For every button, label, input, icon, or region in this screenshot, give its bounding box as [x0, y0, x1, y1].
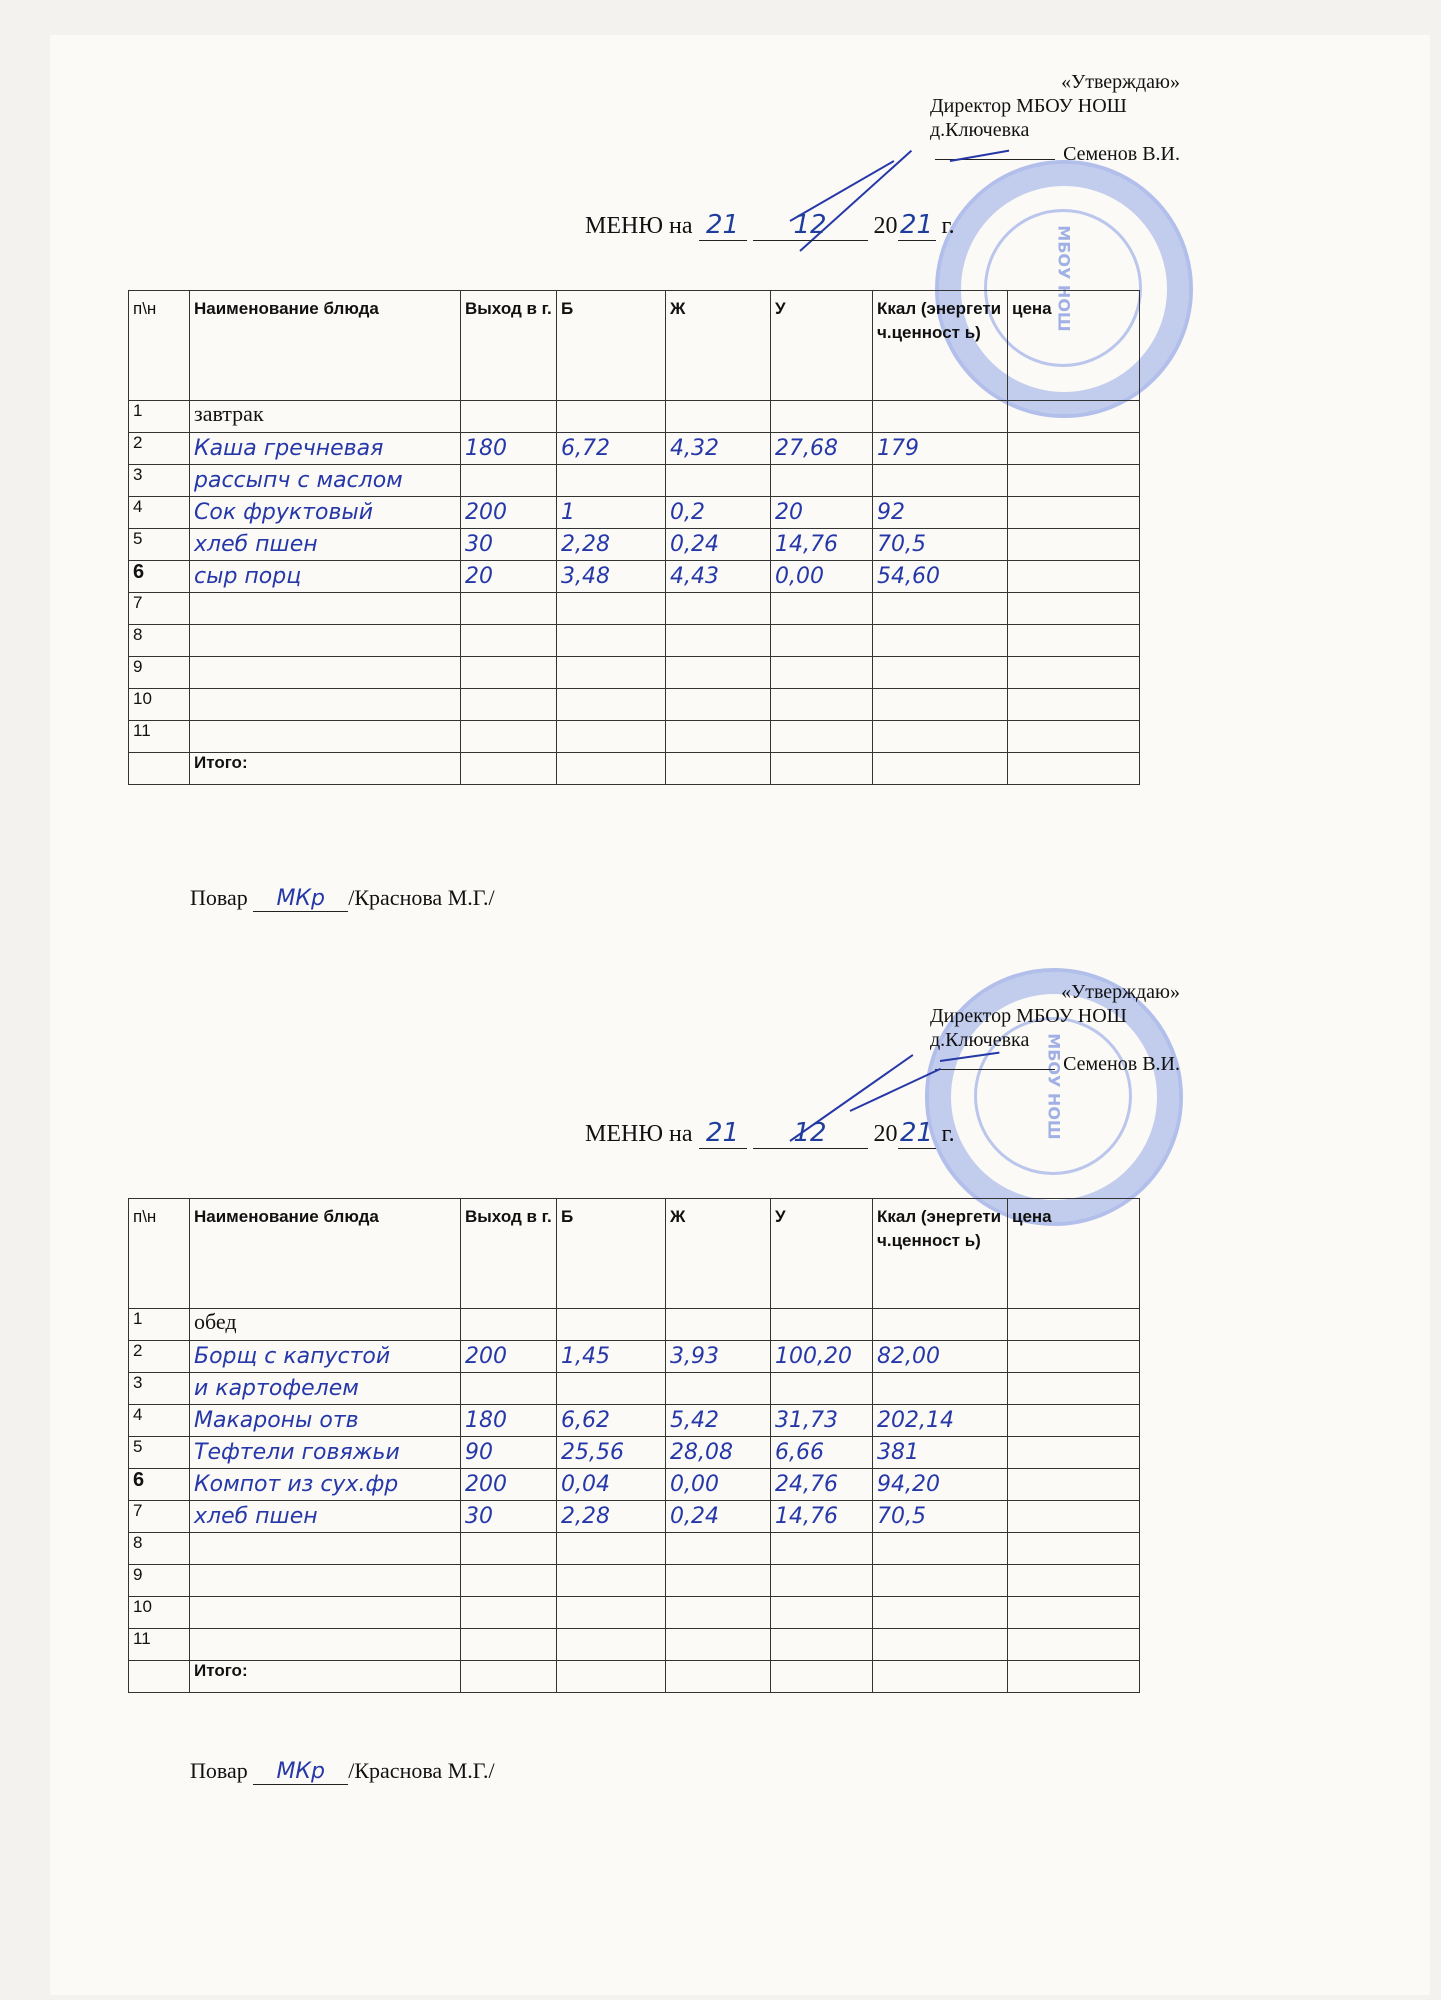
row-number: 7: [129, 593, 190, 625]
table-row: [129, 1437, 1140, 1469]
header-num: п\н: [129, 1199, 190, 1309]
dish-name: Макароны отв: [190, 1405, 461, 1437]
dish-name: Сок фруктовый: [190, 497, 461, 529]
dish-kcal: 54,60: [873, 561, 1008, 593]
row-number: 9: [129, 657, 190, 689]
approval-title: «Утверждаю»: [1061, 71, 1180, 93]
dish-fat: [666, 657, 771, 689]
dish-carbs: [771, 1565, 873, 1597]
dish-carbs: 31,73: [771, 1405, 873, 1437]
section-row: [129, 1309, 1140, 1341]
totals-label: Итого:: [190, 753, 461, 785]
table-cell: [461, 1661, 557, 1693]
dish-protein: 0,04: [557, 1469, 666, 1501]
cook-signature: МКр: [253, 886, 348, 912]
dish-kcal: [873, 1565, 1008, 1597]
dish-protein: 2,28: [557, 1501, 666, 1533]
dish-kcal: [873, 625, 1008, 657]
dish-kcal: 381: [873, 1437, 1008, 1469]
row-number: 5: [129, 529, 190, 561]
dish-carbs: [771, 625, 873, 657]
stamp-text: МБОУ НОШ: [1054, 225, 1074, 332]
dish-price: [1008, 1437, 1140, 1469]
dish-kcal: [873, 1597, 1008, 1629]
dish-protein: 1,45: [557, 1341, 666, 1373]
header-fat: Ж: [666, 291, 771, 401]
dish-fat: [666, 1597, 771, 1629]
dish-kcal: 70,5: [873, 1501, 1008, 1533]
table-row: [129, 433, 1140, 465]
dish-name: рассыпч с маслом: [190, 465, 461, 497]
dish-name: Борщ с капустой: [190, 1341, 461, 1373]
totals-row: [129, 1661, 1140, 1693]
dish-kcal: 94,20: [873, 1469, 1008, 1501]
cook-label: Повар: [190, 885, 248, 910]
dish-price: [1008, 1501, 1140, 1533]
dish-kcal: [873, 657, 1008, 689]
table-body: [129, 1309, 1140, 1661]
dish-kcal: [873, 465, 1008, 497]
approval-title: «Утверждаю»: [1061, 981, 1180, 1003]
dish-yield: 200: [461, 1341, 557, 1373]
dish-name: [190, 593, 461, 625]
table-row: [129, 465, 1140, 497]
approval-position: Директор МБОУ НОШ: [930, 95, 1127, 117]
dish-kcal: 92: [873, 497, 1008, 529]
dish-kcal: [873, 1373, 1008, 1405]
dish-price: [1008, 1533, 1140, 1565]
header-price: цена: [1008, 1199, 1140, 1309]
header-kcal: Ккал (энергети ч.ценност ь): [873, 291, 1008, 401]
table-row: [129, 529, 1140, 561]
approval-director-name: Семенов В.И.: [1063, 1053, 1180, 1075]
table-cell: [873, 1661, 1008, 1693]
menu-title-prefix: МЕНЮ на: [585, 1121, 693, 1147]
menu-table-breakfast: [128, 290, 1140, 785]
table-cell: [666, 1661, 771, 1693]
dish-price: [1008, 1405, 1140, 1437]
dish-yield: [461, 1597, 557, 1629]
menu-year: 21: [898, 210, 936, 241]
table-row: [129, 497, 1140, 529]
row-number: 3: [129, 465, 190, 497]
dish-name: Тефтели говяжьи: [190, 1437, 461, 1469]
dish-name: [190, 1565, 461, 1597]
dish-protein: [557, 1597, 666, 1629]
header-protein: Б: [557, 1199, 666, 1309]
menu-year: 21: [898, 1118, 936, 1149]
cook-signature-line-1: [190, 885, 495, 912]
dish-fat: 4,43: [666, 561, 771, 593]
dish-fat: [666, 1373, 771, 1405]
table-cell: [771, 401, 873, 433]
row-number: 7: [129, 1501, 190, 1533]
dish-kcal: 202,14: [873, 1405, 1008, 1437]
dish-name: [190, 721, 461, 753]
dish-yield: [461, 593, 557, 625]
row-number: 4: [129, 1405, 190, 1437]
dish-protein: [557, 625, 666, 657]
dish-name: [190, 1629, 461, 1661]
dish-name: и картофелем: [190, 1373, 461, 1405]
table-row: [129, 1533, 1140, 1565]
section-row: [129, 401, 1140, 433]
dish-price: [1008, 529, 1140, 561]
dish-protein: 1: [557, 497, 666, 529]
dish-name: хлеб пшен: [190, 529, 461, 561]
dish-carbs: [771, 593, 873, 625]
row-number: 10: [129, 1597, 190, 1629]
approval-director-name: Семенов В.И.: [1063, 143, 1180, 165]
approval-block: [930, 980, 1180, 1076]
dish-fat: [666, 625, 771, 657]
dish-kcal: 70,5: [873, 529, 1008, 561]
dish-yield: 180: [461, 1405, 557, 1437]
dish-price: [1008, 465, 1140, 497]
dish-price: [1008, 1597, 1140, 1629]
dish-yield: 30: [461, 1501, 557, 1533]
dish-price: [1008, 1373, 1140, 1405]
approval-block: [930, 70, 1180, 166]
dish-protein: [557, 1533, 666, 1565]
dish-carbs: 6,66: [771, 1437, 873, 1469]
dish-name: [190, 1533, 461, 1565]
dish-kcal: [873, 721, 1008, 753]
header-name: Наименование блюда: [190, 1199, 461, 1309]
header-yield: Выход в г.: [461, 291, 557, 401]
section-label: завтрак: [190, 401, 461, 433]
dish-price: [1008, 721, 1140, 753]
row-number: 8: [129, 1533, 190, 1565]
header-yield: Выход в г.: [461, 1199, 557, 1309]
table-cell: [461, 753, 557, 785]
dish-kcal: 179: [873, 433, 1008, 465]
table-cell: [771, 1309, 873, 1341]
row-number: 11: [129, 721, 190, 753]
dish-fat: [666, 721, 771, 753]
approval-village: д.Ключевка: [930, 119, 1030, 141]
table-cell: [771, 1661, 873, 1693]
dish-carbs: [771, 465, 873, 497]
table-cell: [461, 401, 557, 433]
menu-day: 21: [699, 1118, 747, 1149]
director-signature-line: [935, 1069, 1055, 1070]
dish-name: [190, 689, 461, 721]
dish-carbs: [771, 657, 873, 689]
dish-yield: [461, 465, 557, 497]
header-carbs: У: [771, 291, 873, 401]
dish-yield: 20: [461, 561, 557, 593]
cook-name: /Краснова М.Г./: [348, 1758, 495, 1783]
dish-price: [1008, 657, 1140, 689]
dish-yield: [461, 1533, 557, 1565]
dish-yield: 90: [461, 1437, 557, 1469]
menu-month: 12: [753, 1118, 868, 1149]
cook-label: Повар: [190, 1758, 248, 1783]
dish-kcal: [873, 1533, 1008, 1565]
cook-signature: МКр: [253, 1759, 348, 1785]
dish-price: [1008, 1629, 1140, 1661]
dish-yield: 200: [461, 497, 557, 529]
dish-fat: [666, 1533, 771, 1565]
dish-protein: [557, 1565, 666, 1597]
table-cell: [1008, 753, 1140, 785]
dish-price: [1008, 1341, 1140, 1373]
dish-yield: [461, 689, 557, 721]
table-row: [129, 1341, 1140, 1373]
dish-yield: [461, 1565, 557, 1597]
dish-carbs: 14,76: [771, 529, 873, 561]
table-cell: [557, 753, 666, 785]
header-name: Наименование блюда: [190, 291, 461, 401]
dish-yield: 30: [461, 529, 557, 561]
dish-protein: [557, 689, 666, 721]
dish-fat: 4,32: [666, 433, 771, 465]
row-number: 2: [129, 1341, 190, 1373]
dish-fat: 3,93: [666, 1341, 771, 1373]
menu-year-suffix: г.: [941, 1121, 955, 1147]
table-cell: [666, 753, 771, 785]
dish-kcal: 82,00: [873, 1341, 1008, 1373]
menu-month: 12: [753, 210, 868, 241]
dish-yield: [461, 1373, 557, 1405]
approval-village: д.Ключевка: [930, 1029, 1030, 1051]
table-cell: [1008, 1661, 1140, 1693]
row-number: 2: [129, 433, 190, 465]
dish-fat: [666, 689, 771, 721]
dish-price: [1008, 625, 1140, 657]
table-row: [129, 593, 1140, 625]
approval-position: Директор МБОУ НОШ: [930, 1005, 1127, 1027]
menu-title-1: [585, 210, 955, 241]
dish-carbs: [771, 689, 873, 721]
totals-row: [129, 753, 1140, 785]
table-cell: [771, 753, 873, 785]
dish-name: Каша гречневая: [190, 433, 461, 465]
row-number: 9: [129, 1565, 190, 1597]
dish-name: Компот из сух.фр: [190, 1469, 461, 1501]
table-row: [129, 1469, 1140, 1501]
menu-day: 21: [699, 210, 747, 241]
dish-name: [190, 657, 461, 689]
table-cell: [873, 1309, 1008, 1341]
dish-fat: 0,00: [666, 1469, 771, 1501]
table-cell: [873, 401, 1008, 433]
dish-protein: 6,62: [557, 1405, 666, 1437]
header-price: цена: [1008, 291, 1140, 401]
dish-carbs: [771, 1533, 873, 1565]
dish-fat: 0,24: [666, 529, 771, 561]
dish-protein: 3,48: [557, 561, 666, 593]
table-row: [129, 657, 1140, 689]
table-cell: [873, 753, 1008, 785]
dish-name: [190, 1597, 461, 1629]
dish-yield: [461, 1629, 557, 1661]
director-signature: [790, 130, 950, 190]
row-number: 3: [129, 1373, 190, 1405]
dish-fat: [666, 1565, 771, 1597]
dish-fat: 0,24: [666, 1501, 771, 1533]
row-number: 4: [129, 497, 190, 529]
dish-protein: [557, 1629, 666, 1661]
row-number: 11: [129, 1629, 190, 1661]
dish-carbs: 27,68: [771, 433, 873, 465]
dish-protein: 2,28: [557, 529, 666, 561]
dish-fat: 5,42: [666, 1405, 771, 1437]
dish-name: сыр порц: [190, 561, 461, 593]
dish-carbs: 24,76: [771, 1469, 873, 1501]
dish-price: [1008, 689, 1140, 721]
dish-carbs: [771, 1629, 873, 1661]
menu-title-2: [585, 1118, 955, 1149]
menu-table-lunch: [128, 1198, 1140, 1693]
stamp-text: МБОУ НОШ: [1044, 1033, 1064, 1140]
dish-carbs: [771, 721, 873, 753]
table-cell: [557, 1309, 666, 1341]
cook-name: /Краснова М.Г./: [348, 885, 495, 910]
table-row: [129, 721, 1140, 753]
dish-yield: 180: [461, 433, 557, 465]
dish-yield: 200: [461, 1469, 557, 1501]
table-cell: [129, 753, 190, 785]
row-number: 5: [129, 1437, 190, 1469]
dish-yield: [461, 625, 557, 657]
dish-name: хлеб пшен: [190, 1501, 461, 1533]
dish-carbs: [771, 1597, 873, 1629]
header-carbs: У: [771, 1199, 873, 1309]
dish-price: [1008, 561, 1140, 593]
table-row: [129, 1597, 1140, 1629]
dish-protein: 6,72: [557, 433, 666, 465]
table-header-row: [129, 1199, 1140, 1309]
dish-kcal: [873, 1629, 1008, 1661]
table-row: [129, 625, 1140, 657]
row-number: 8: [129, 625, 190, 657]
totals-label: Итого:: [190, 1661, 461, 1693]
dish-protein: [557, 1373, 666, 1405]
menu-title-prefix: МЕНЮ на: [585, 213, 693, 239]
menu-year-suffix: г.: [941, 213, 955, 239]
table-cell: [129, 1661, 190, 1693]
dish-carbs: 100,20: [771, 1341, 873, 1373]
dish-yield: [461, 721, 557, 753]
header-protein: Б: [557, 291, 666, 401]
header-num: п\н: [129, 291, 190, 401]
dish-price: [1008, 1565, 1140, 1597]
header-fat: Ж: [666, 1199, 771, 1309]
menu-year-prefix: 20: [873, 1121, 898, 1147]
dish-name: [190, 625, 461, 657]
dish-fat: 0,2: [666, 497, 771, 529]
table-cell: [1008, 1309, 1140, 1341]
dish-fat: [666, 1629, 771, 1661]
table-row: [129, 1629, 1140, 1661]
dish-protein: 25,56: [557, 1437, 666, 1469]
dish-kcal: [873, 689, 1008, 721]
dish-fat: [666, 465, 771, 497]
row-number: 6: [129, 561, 190, 593]
row-number: 1: [129, 1309, 190, 1341]
dish-price: [1008, 1469, 1140, 1501]
dish-protein: [557, 593, 666, 625]
dish-protein: [557, 721, 666, 753]
table-body: [129, 401, 1140, 753]
dish-protein: [557, 465, 666, 497]
table-cell: [557, 1661, 666, 1693]
row-number: 6: [129, 1469, 190, 1501]
menu-year-prefix: 20: [873, 213, 898, 239]
row-number: 10: [129, 689, 190, 721]
table-row: [129, 1405, 1140, 1437]
dish-price: [1008, 497, 1140, 529]
table-cell: [1008, 401, 1140, 433]
dish-fat: 28,08: [666, 1437, 771, 1469]
section-label: обед: [190, 1309, 461, 1341]
table-row: [129, 1501, 1140, 1533]
dish-price: [1008, 433, 1140, 465]
dish-carbs: 0,00: [771, 561, 873, 593]
table-row: [129, 1565, 1140, 1597]
dish-carbs: 14,76: [771, 1501, 873, 1533]
table-row: [129, 689, 1140, 721]
dish-price: [1008, 593, 1140, 625]
table-cell: [461, 1309, 557, 1341]
director-signature: [790, 1040, 950, 1100]
dish-carbs: 20: [771, 497, 873, 529]
table-row: [129, 1373, 1140, 1405]
dish-kcal: [873, 593, 1008, 625]
table-cell: [557, 401, 666, 433]
cook-signature-line-2: [190, 1758, 495, 1785]
dish-carbs: [771, 1373, 873, 1405]
table-row: [129, 561, 1140, 593]
table-header-row: [129, 291, 1140, 401]
dish-protein: [557, 657, 666, 689]
row-number: 1: [129, 401, 190, 433]
table-cell: [666, 1309, 771, 1341]
dish-fat: [666, 593, 771, 625]
header-kcal: Ккал (энергети ч.ценност ь): [873, 1199, 1008, 1309]
table-cell: [666, 401, 771, 433]
dish-yield: [461, 657, 557, 689]
